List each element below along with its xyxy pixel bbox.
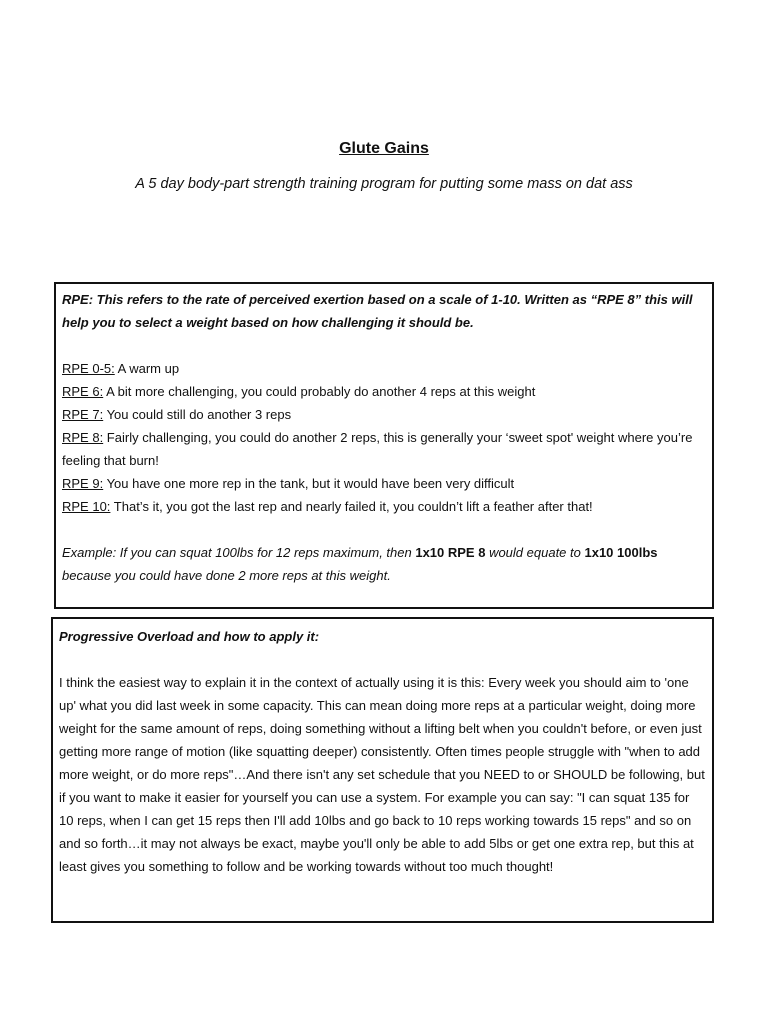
rpe-item <box>62 426 706 472</box>
rpe-item <box>62 357 706 380</box>
rpe-text: You could still do another 3 reps <box>103 407 292 422</box>
rpe-heading: RPE: This refers to the rate of perceived exertion based on a scale of 1-10. Written as “RPE 8” this will help you to select a weight based on how challenging it should be. <box>62 292 693 330</box>
page-title: Glute Gains <box>339 140 429 157</box>
rpe-text: You have one more rep in the tank, but it would have been very difficult <box>103 476 515 491</box>
rpe-text: That’s it, you got the last rep and nearly failed it, you couldn’t lift a feather after that! <box>110 499 593 514</box>
progressive-overload-body: I think the easiest way to explain it in the context of actually using it is this: Every week you should aim to 'one up' what you did last week in some capacity. This can mean doing more reps at a particular weight, doing more weight for the same amount of reps, doing something without a lifting belt when you couldn't before, or even just getting more range of motion (like squatting deeper) consistently. Often times people struggle with "when to add more weight, or do more reps"…And there isn't any set schedule that you NEED to or SHOULD be following, but if you want to make it easier for yourself you can use a system. For example you can say: "I can squat 135 for 10 reps, when I can get 15 reps then I'll add 10lbs and go back to 10 reps working towards 15 reps" and so on and so forth…it may not always be exact, maybe you'll only be able to add 5lbs or get one extra rep, but this at least gives you something to follow and be working towards without too much thought! <box>59 675 705 874</box>
rpe-label: RPE 10: <box>62 499 111 514</box>
rpe-item <box>62 472 706 495</box>
page-subtitle: A 5 day body-part strength training program for putting some mass on dat ass <box>135 176 633 192</box>
rpe-item <box>62 380 706 403</box>
rpe-text: A warm up <box>114 361 180 376</box>
rpe-label: RPE 8: <box>62 430 104 445</box>
rpe-example: Example: If you can squat 100lbs for 12 reps maximum, then 1x10 RPE 8 would equate to 1x10 100lbs because you could have done 2 more reps at this weight. <box>62 545 658 583</box>
progressive-overload-box <box>51 617 714 923</box>
rpe-label: RPE 0-5: <box>62 361 115 376</box>
rpe-label: RPE 6: <box>62 384 104 399</box>
progressive-overload-heading: Progressive Overload and how to apply it: <box>59 629 320 644</box>
rpe-item <box>62 495 706 518</box>
rpe-item <box>62 403 706 426</box>
rpe-text: A bit more challenging, you could probably do another 4 reps at this weight <box>103 384 536 399</box>
rpe-text: Fairly challenging, you could do another 2 reps, this is generally your ‘sweet spot' weight where you’re feeling that burn! <box>62 430 693 468</box>
rpe-label: RPE 7: <box>62 407 104 422</box>
rpe-info-box <box>54 282 714 609</box>
rpe-label: RPE 9: <box>62 476 104 491</box>
